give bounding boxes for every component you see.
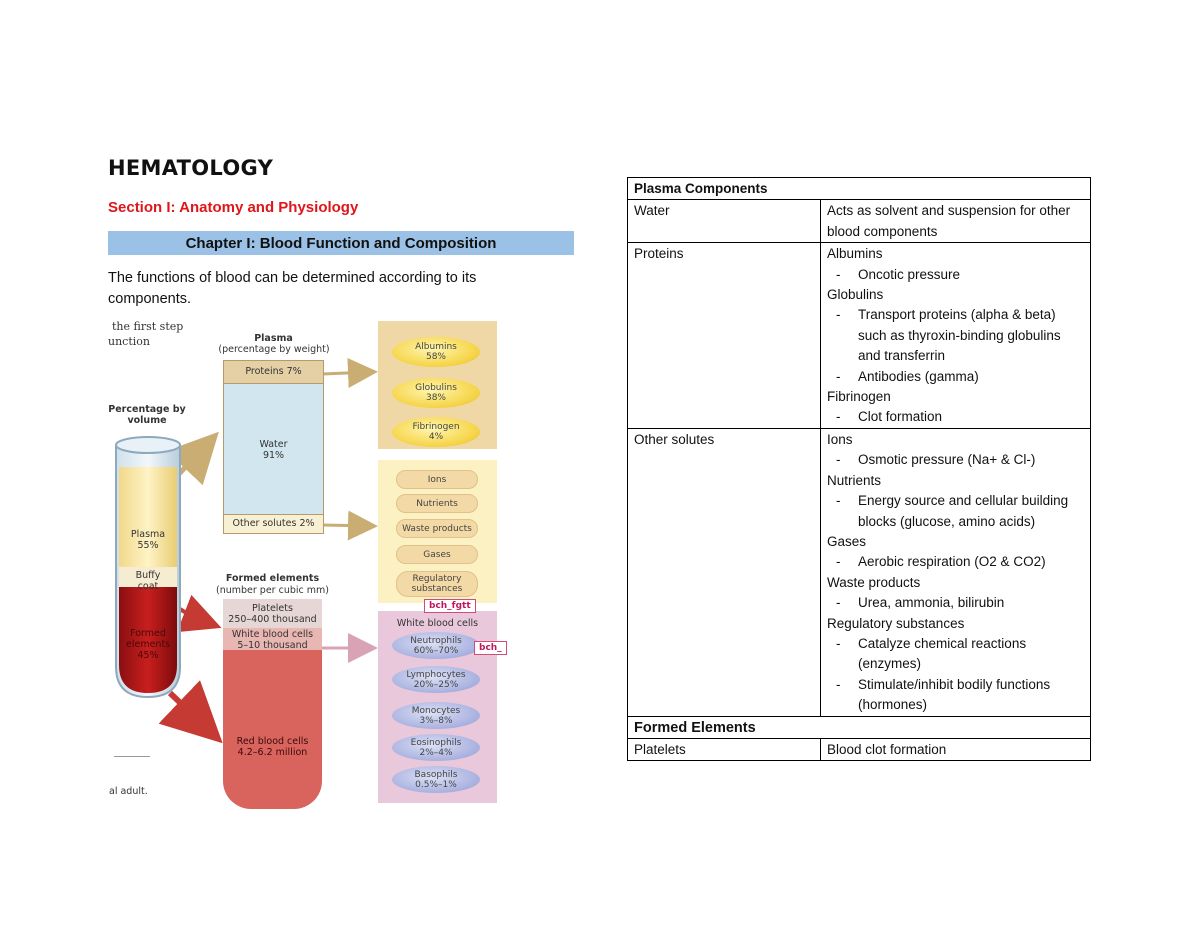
list-item	[827, 491, 1084, 532]
eosinophils-oval	[392, 734, 480, 761]
table-row	[628, 716, 1091, 738]
tube-formed-line-1: Formed	[130, 628, 166, 639]
section-heading: Section I: Anatomy and Physiology	[108, 199, 359, 216]
table-row	[628, 178, 1091, 200]
platelets-label: Platelets	[628, 738, 821, 760]
bullet-dash: -	[836, 266, 841, 282]
list-heading: Nutrients	[827, 472, 882, 488]
plasma-other-label: Other solutes 2%	[232, 518, 315, 529]
list-item-text: Transport proteins (alpha & beta) such as thyroxin-binding globulins and transferrin	[858, 307, 1061, 364]
neutrophils-name: Neutrophils	[410, 635, 462, 646]
eosinophils-percent: 2%–4%	[419, 747, 453, 758]
formed-rbc-count: 4.2–6.2 million	[237, 747, 308, 758]
regulatory-line-2: substances	[411, 584, 463, 594]
fibrinogen-percent: 4%	[428, 432, 444, 442]
neutrophils-percent: 60%–70%	[413, 645, 459, 656]
formed-rbc-label	[223, 736, 322, 758]
tube-formed-line-2: elements	[126, 639, 171, 650]
list-item	[827, 367, 1084, 387]
other-solutes-description	[821, 428, 1091, 716]
bullet-dash: -	[836, 554, 841, 570]
plasma-proteins-band	[224, 361, 323, 384]
formed-wbc-label	[223, 629, 322, 651]
bullet-dash: -	[836, 493, 841, 509]
nutrients-oval	[396, 494, 478, 513]
table-row	[628, 738, 1091, 760]
list-item	[827, 450, 1084, 470]
tube-heading-line-2: volume	[127, 415, 167, 426]
plasma-proteins-label: Proteins 7%	[245, 366, 302, 377]
basophils-name: Basophils	[414, 769, 458, 780]
blood-composition-figure	[106, 315, 508, 813]
tube-buffy-line-2: coat	[137, 581, 159, 592]
neutrophils-oval	[392, 632, 480, 659]
plasma-other-band	[224, 514, 323, 533]
regulatory-line-1: Regulatory	[412, 574, 462, 584]
plasma-heading: Plasma	[254, 333, 293, 344]
list-item-text: Osmotic pressure (Na+ & Cl-)	[858, 452, 1036, 468]
water-description: Acts as solvent and suspension for other blood components	[821, 200, 1091, 243]
plasma-water-percent: 91%	[262, 450, 285, 461]
list-item-text: Stimulate/inhibit bodily functions (hormones)	[858, 676, 1051, 713]
formed-elements-header: Formed Elements	[628, 716, 1091, 738]
list-heading: Regulatory substances	[827, 615, 965, 631]
formed-subheading: (number per cubic mm)	[216, 585, 329, 596]
lymphocytes-oval	[392, 666, 480, 693]
globulins-percent: 38%	[425, 393, 446, 403]
bullet-dash: -	[836, 452, 841, 468]
formed-rbc-name: Red blood cells	[236, 736, 309, 747]
gases-oval	[396, 545, 478, 564]
tube-plasma-name: Plasma	[130, 529, 166, 540]
cropped-caption-line-2: unction	[108, 335, 150, 348]
formed-wbc-band	[223, 628, 322, 650]
cropped-caption-line-1: the first step	[112, 320, 184, 333]
arrow-solutes-to-panel	[322, 525, 372, 526]
intro-paragraph: The functions of blood can be determined according to its components.	[108, 270, 477, 307]
tube-formed-percent: 45%	[137, 650, 159, 661]
fibrinogen-oval	[392, 417, 480, 447]
bullet-dash: -	[836, 595, 841, 611]
gases-label: Gases	[423, 549, 451, 560]
albumins-oval	[392, 337, 480, 367]
list-item	[827, 305, 1084, 366]
tube-plasma-percent: 55%	[137, 540, 159, 551]
plasma-composition-box	[223, 360, 324, 534]
wbc-heading: White blood cells	[396, 618, 479, 629]
table-row	[628, 200, 1091, 243]
water-label: Water	[628, 200, 821, 243]
list-item	[827, 634, 1084, 675]
proteins-label: Proteins	[628, 243, 821, 429]
table-row	[628, 243, 1091, 429]
list-item	[827, 552, 1084, 572]
list-heading: Waste products	[827, 574, 921, 590]
platelets-description: Blood clot formation	[821, 738, 1091, 760]
formed-platelets-name: Platelets	[252, 603, 293, 614]
chapter-heading-text: Chapter I: Blood Function and Composition	[185, 234, 497, 252]
tube-buffy-line-1: Buffy	[135, 570, 161, 581]
basophils-oval	[392, 766, 480, 793]
fibrinogen-name: Fibrinogen	[412, 422, 460, 432]
document-title: HEMATOLOGY	[108, 156, 274, 180]
arrow-proteins-to-panel	[322, 372, 372, 374]
plasma-subheading: (percentage by weight)	[218, 344, 330, 355]
tube-buffy-label	[126, 570, 170, 592]
list-heading: Albumins	[827, 246, 883, 262]
wbc-panel	[378, 611, 497, 803]
plasma-water-label	[224, 439, 323, 461]
albumins-percent: 58%	[425, 352, 446, 362]
lymphocytes-percent: 20%–25%	[413, 679, 459, 690]
list-item	[827, 407, 1084, 427]
plasma-water-name: Water	[259, 439, 288, 450]
plasma-components-table	[627, 177, 1091, 761]
formed-platelets-band	[223, 599, 322, 629]
proteins-panel	[378, 321, 497, 449]
list-item	[827, 593, 1084, 613]
list-item-text: Antibodies (gamma)	[858, 368, 979, 384]
list-heading: Globulins	[827, 287, 884, 303]
waste-products-label: Waste products	[402, 523, 472, 534]
tube-plasma-label	[126, 529, 170, 551]
list-heading: Gases	[827, 533, 867, 549]
plasma-components-header: Plasma Components	[628, 178, 1091, 200]
waste-products-oval	[396, 519, 478, 538]
formed-platelets-count: 250–400 thousand	[228, 614, 317, 625]
formed-wbc-name: White blood cells	[231, 629, 314, 640]
formed-platelets-label	[223, 603, 322, 625]
globulins-oval	[392, 378, 480, 408]
nutrients-label: Nutrients	[416, 498, 458, 509]
globulins-name: Globulins	[415, 383, 457, 393]
list-heading: Fibrinogen	[827, 389, 891, 405]
monocytes-percent: 3%–8%	[419, 715, 453, 726]
albumins-name: Albumins	[415, 342, 457, 352]
tube-heading-line-1: Percentage by	[108, 404, 186, 415]
proteins-description	[821, 243, 1091, 429]
list-item	[827, 265, 1084, 285]
ions-oval	[396, 470, 478, 489]
list-item-text: Oncotic pressure	[858, 266, 961, 282]
formed-wbc-count: 5–10 thousand	[237, 640, 308, 651]
list-heading: Ions	[827, 431, 853, 447]
formed-elements-box	[223, 599, 322, 809]
monocytes-oval	[392, 702, 480, 729]
formed-heading: Formed elements	[225, 573, 320, 584]
other-solutes-label: Other solutes	[628, 428, 821, 716]
list-item-text: Catalyze chemical reactions (enzymes)	[858, 635, 1027, 672]
bullet-dash: -	[836, 368, 841, 384]
watermark-stamp: bch_fgtt	[424, 599, 476, 613]
regulatory-oval	[396, 571, 478, 597]
bullet-dash: -	[836, 676, 841, 692]
list-item	[827, 675, 1084, 716]
bullet-dash: -	[836, 307, 841, 323]
list-item-text: Urea, ammonia, bilirubin	[858, 595, 1005, 611]
tube-formed-label	[126, 628, 170, 661]
solutes-panel	[378, 460, 497, 603]
list-item-text: Clot formation	[858, 409, 943, 425]
table-row	[628, 428, 1091, 716]
ions-label: Ions	[427, 474, 447, 485]
cropped-caption-bottom: al adult.	[109, 786, 148, 797]
list-item-text: Energy source and cellular building blocks (glucose, amino acids)	[858, 493, 1069, 529]
watermark-stamp-partial: bch_	[474, 641, 507, 655]
tube-heading	[106, 404, 188, 426]
monocytes-name: Monocytes	[411, 705, 461, 716]
bullet-dash: -	[836, 635, 841, 651]
bullet-dash: -	[836, 409, 841, 425]
basophils-percent: 0.5%–1%	[415, 779, 457, 790]
eosinophils-name: Eosinophils	[410, 737, 462, 748]
lymphocytes-name: Lymphocytes	[406, 669, 466, 680]
list-item-text: Aerobic respiration (O2 & CO2)	[858, 554, 1046, 570]
chapter-heading	[108, 231, 574, 255]
